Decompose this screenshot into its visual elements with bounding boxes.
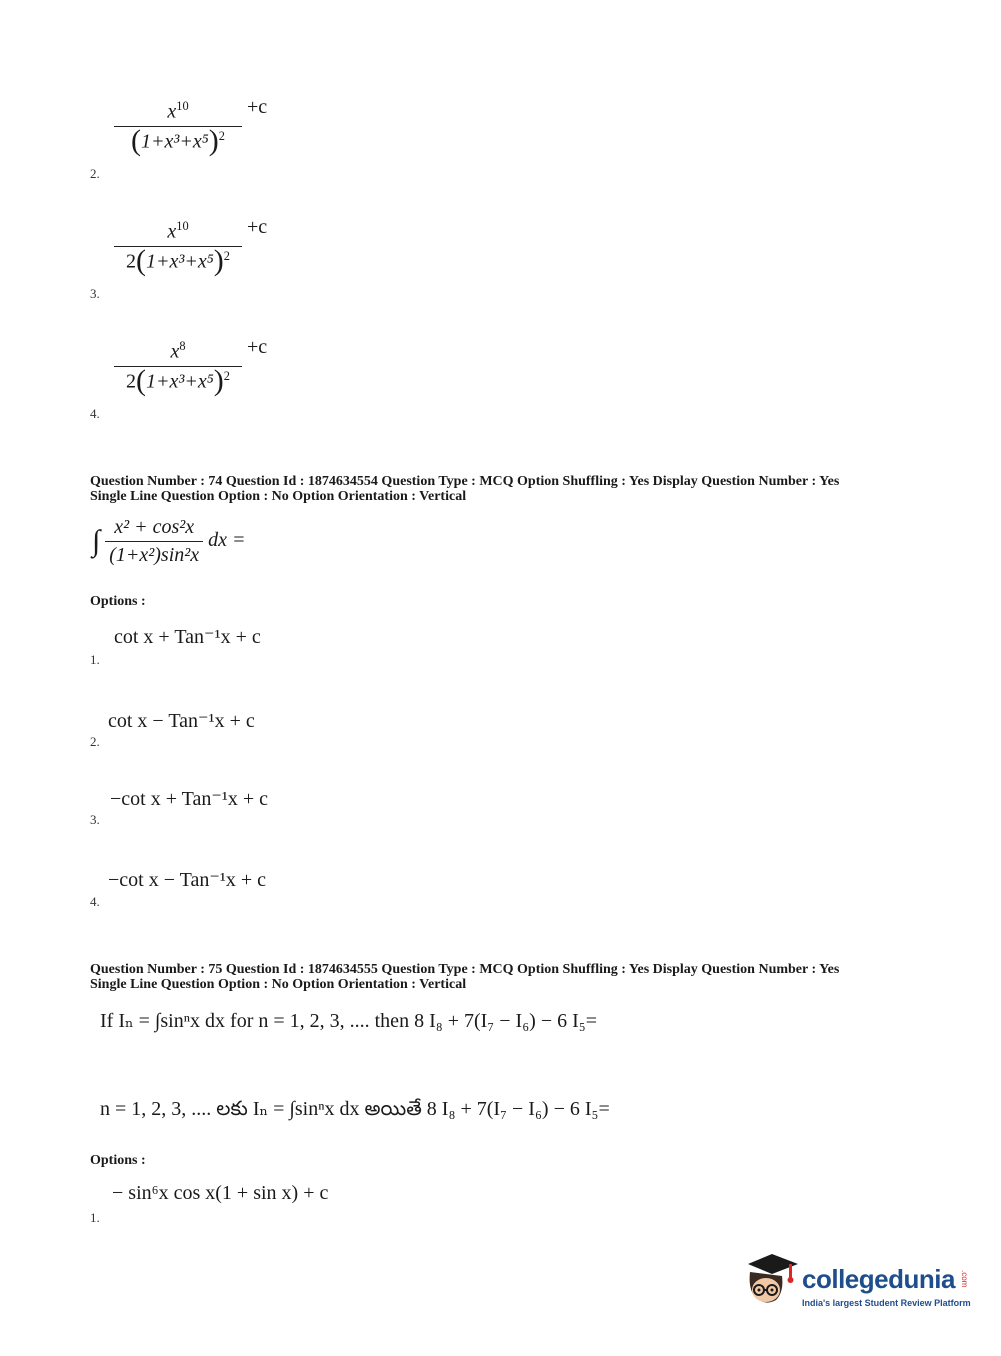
option-text: cot x − Tan⁻¹x + c (108, 710, 255, 732)
numerator-exp: 10 (176, 219, 189, 234)
integrand-numerator: x² + cos²x (114, 516, 195, 538)
question-75-telugu: n = 1, 2, 3, .... లకు Iₙ = ∫sinⁿx dx అయితే 8 I₈ + 7(I₇ − I₆) − 6 I₅= (100, 1098, 610, 1120)
den-inner: 1+x³+x⁵ (146, 370, 214, 393)
numerator-base: x (167, 100, 177, 123)
option-text: cot x + Tan⁻¹x + c (114, 626, 261, 648)
option-number: 3. (90, 812, 100, 827)
question-75-english: If Iₙ = ∫sinⁿx dx for n = 1, 2, 3, .... then 8 I₈ + 7(I₇ − I₆) − 6 I₅= (100, 1010, 598, 1032)
question-74-meta (90, 474, 839, 504)
numerator-base: x (170, 340, 180, 363)
integrand-denominator: (1+x²)sin²x (105, 541, 203, 567)
meta-line-2: Single Line Question Option : No Option Orientation : Vertical (90, 977, 467, 992)
mascot-icon (742, 1250, 800, 1310)
den-coef: 2 (126, 250, 137, 273)
collegedunia-logo (742, 1250, 972, 1320)
fraction: $\frac{x^{10}}{2(1+x^3+x^5)^2}$ (114, 219, 242, 273)
question-74-integral (92, 516, 246, 567)
meta-line-1: Question Number : 75 Question Id : 1874634555 Question Type : MCQ Option Shuffling : Yes Display Question Number : Yes (90, 962, 840, 977)
option-number: 4. (90, 894, 100, 909)
logo-name: collegedunia (802, 1264, 955, 1294)
constant: +c (247, 96, 268, 118)
den-exp: 2 (218, 128, 225, 143)
option-number: 4. (90, 406, 100, 421)
options-label: Options : (90, 1153, 146, 1168)
question-75-meta (90, 962, 839, 992)
logo-suffix: .com (960, 1270, 969, 1288)
option-number: 1. (90, 1210, 100, 1225)
meta-line-2: Single Line Question Option : No Option Orientation : Vertical (90, 489, 467, 504)
option-text: −cot x + Tan⁻¹x + c (110, 788, 269, 810)
logo-tagline: India's largest Student Review Platform (802, 1298, 971, 1308)
den-coef: 2 (126, 370, 137, 393)
fraction: $\frac{x^8}{2(1+x^3+x^5)^2}$ (114, 339, 242, 393)
meta-line-1: Question Number : 74 Question Id : 1874634554 Question Type : MCQ Option Shuffling : Yes Display Question Number : Yes (90, 474, 840, 489)
option-number: 2. (90, 166, 100, 181)
numerator-exp: 8 (179, 339, 186, 354)
option-text: −cot x − Tan⁻¹x + c (108, 869, 267, 891)
constant: +c (247, 216, 268, 238)
differential: dx = (208, 529, 246, 552)
options-label: Options : (90, 594, 146, 609)
integrand-fraction (105, 516, 203, 567)
option-text: − sin⁶x cos x(1 + sin x) + c (112, 1182, 329, 1204)
constant: +c (247, 336, 268, 358)
den-exp: 2 (223, 248, 230, 263)
numerator-base: x (167, 220, 177, 243)
option-number: 3. (90, 286, 100, 301)
den-inner: 1+x³+x⁵ (141, 130, 209, 153)
integral-sign: ∫ (92, 524, 101, 558)
fraction: $\frac{x^{10}}{(1+x^3+x^5)^2}$ (114, 99, 242, 153)
option-number: 1. (90, 652, 100, 667)
numerator-exp: 10 (176, 99, 189, 114)
den-inner: 1+x³+x⁵ (146, 250, 214, 273)
option-number: 2. (90, 734, 100, 749)
den-exp: 2 (223, 368, 230, 383)
